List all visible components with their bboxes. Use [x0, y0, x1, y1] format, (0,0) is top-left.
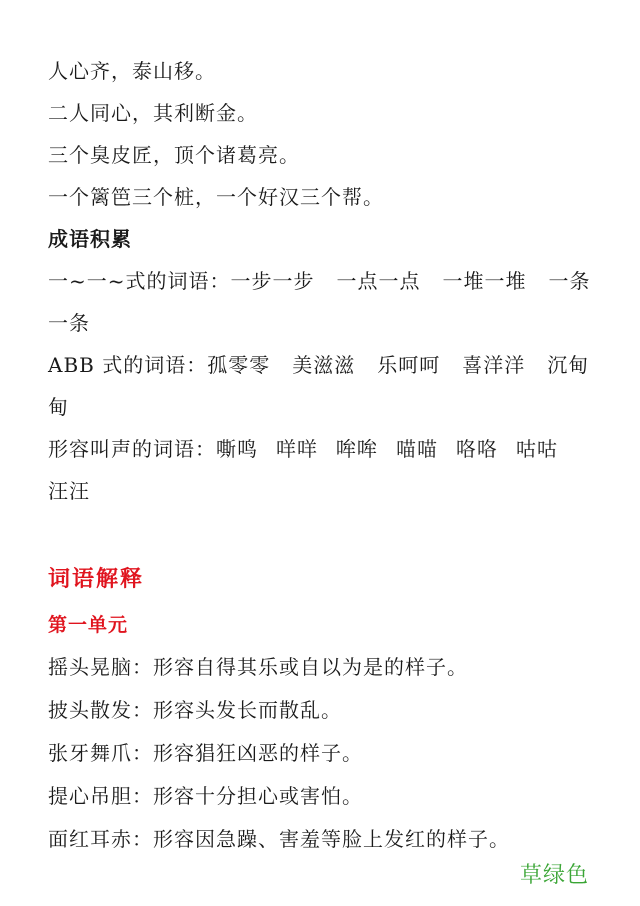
idiom-word: 喜洋洋	[462, 353, 526, 377]
idiom-word: 咩咩	[276, 437, 318, 461]
explanation-item: 面红耳赤：形容因急躁、害羞等脸上发红的样子。	[48, 827, 510, 851]
idiom-pattern-label: 形容叫声的词语：	[48, 437, 216, 461]
explanation-item: 张牙舞爪：形容猖狂凶恶的样子。	[48, 741, 363, 765]
idiom-word: 喵喵	[396, 437, 438, 461]
section-title: 词语解释	[48, 566, 145, 592]
idiom-heading: 成语积累	[48, 227, 132, 251]
idiom-word: 一堆一堆	[442, 269, 527, 293]
proverb-line: 三个臭皮匠，顶个诸葛亮。	[48, 143, 300, 167]
proverb-line: 人心齐，泰山移。	[48, 59, 216, 83]
idiom-pattern-row	[48, 352, 589, 378]
idiom-pattern-row	[48, 268, 591, 294]
idiom-wrap-line: 一条	[48, 311, 90, 335]
explanation-item: 提心吊胆：形容十分担心或害怕。	[48, 784, 363, 808]
idiom-word: 一条	[548, 269, 591, 293]
watermark-text: 草绿色	[520, 863, 590, 888]
explanation-item: 披头散发：形容头发长而散乱。	[48, 698, 342, 722]
idiom-word: 哞哞	[336, 437, 378, 461]
idiom-word: 嘶鸣	[216, 437, 258, 461]
proverb-line: 一个篱笆三个桩，一个好汉三个帮。	[48, 185, 384, 209]
idiom-pattern-row	[48, 436, 558, 462]
idiom-word: 孤零零	[207, 353, 271, 377]
idiom-wrap-line: 甸	[48, 395, 69, 419]
proverb-line: 二人同心，其利断金。	[48, 101, 258, 125]
idiom-pattern-label: ABB 式的词语：	[48, 353, 208, 377]
idiom-word: 一步一步	[230, 269, 315, 293]
idiom-word: 一点一点	[336, 269, 421, 293]
idiom-word: 沉甸	[547, 353, 590, 377]
idiom-pattern-label: 一~一~式的词语：	[48, 269, 231, 293]
idiom-word: 咕咕	[516, 437, 558, 461]
unit-title: 第一单元	[48, 614, 129, 636]
idiom-word: 美滋滋	[292, 353, 356, 377]
idiom-word: 乐呵呵	[377, 353, 441, 377]
idiom-word: 咯咯	[456, 437, 498, 461]
idiom-wrap-line: 汪汪	[48, 479, 90, 503]
explanation-item: 摇头晃脑：形容自得其乐或自以为是的样子。	[48, 655, 468, 679]
